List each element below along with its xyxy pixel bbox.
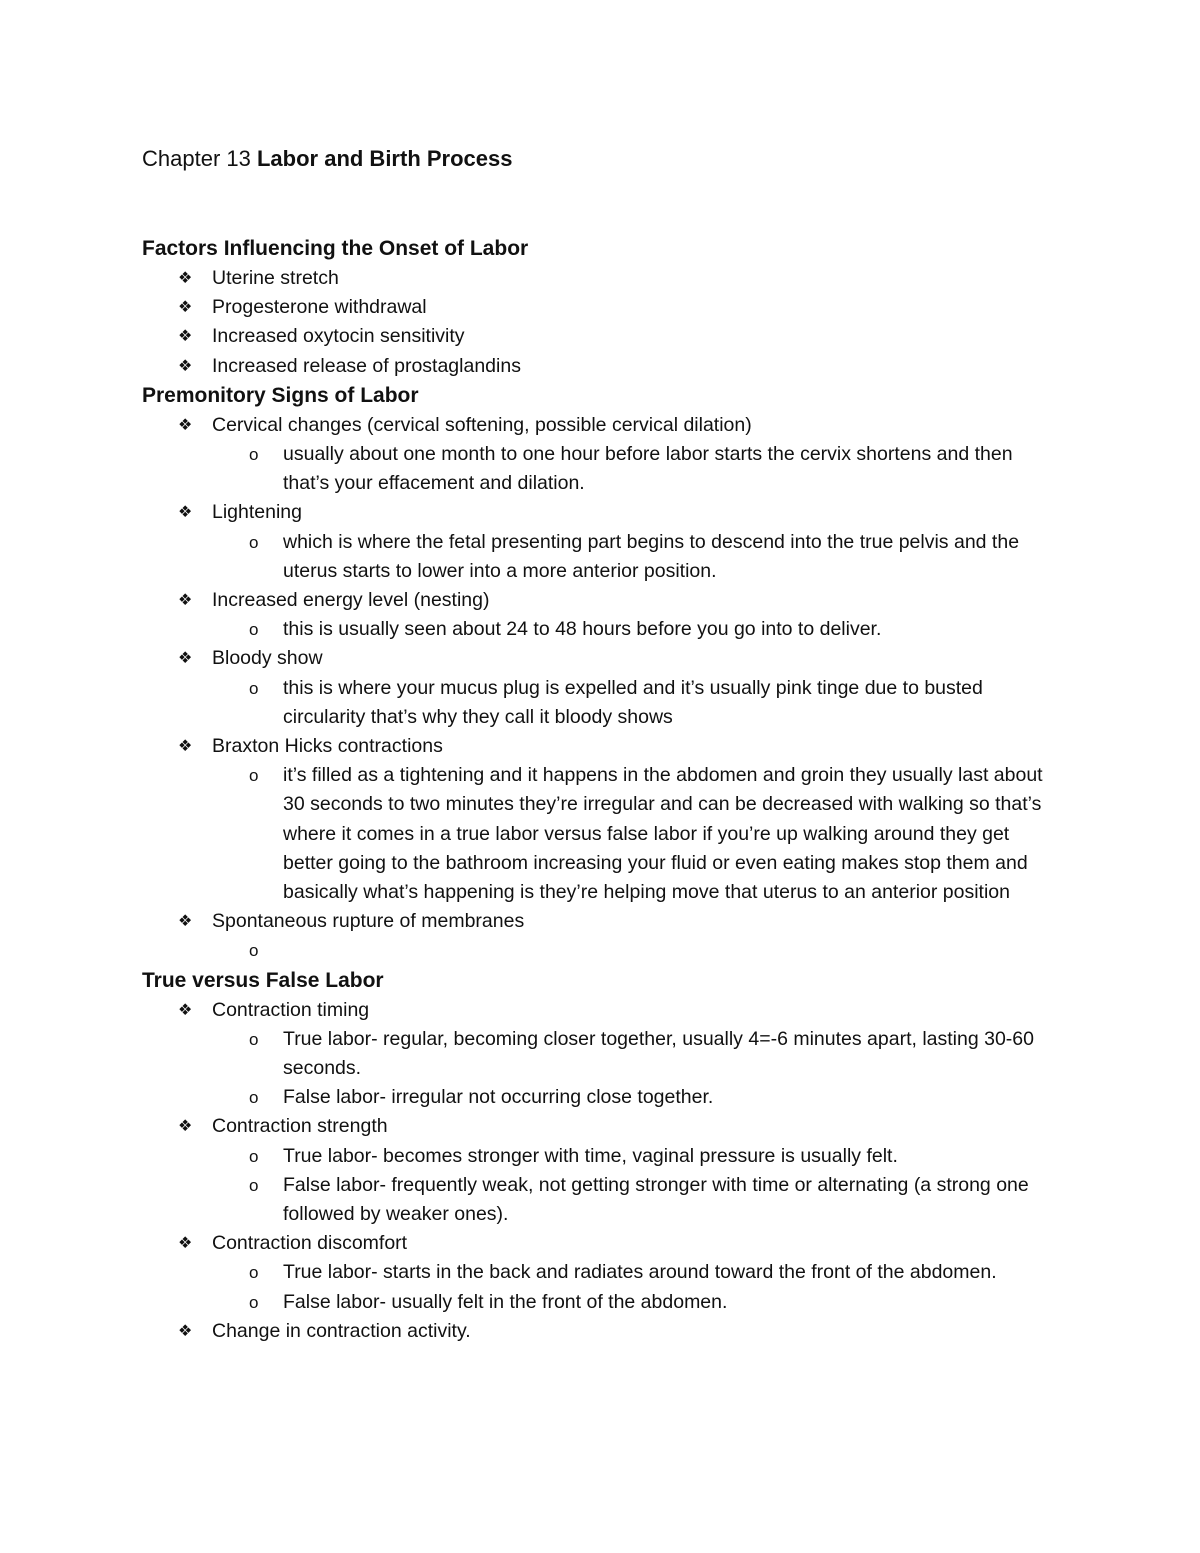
bullet-item: [142, 411, 1072, 440]
sub-bullet-text: True labor- regular, becoming closer together, usually 4=-6 minutes apart, lasting 30-60 seconds.: [283, 1027, 1034, 1080]
section-heading: Premonitory Signs of Labor: [142, 383, 419, 407]
sub-bullet-text: False labor- usually felt in the front of the abdomen.: [283, 1290, 728, 1313]
sub-bullet-text: it’s filled as a tightening and it happens in the abdomen and groin they usually last about 30 seconds to two minutes they’re irregular and can be decreased with walking so that’s where it comes in a true labor versus false labor if you’re up walking around they get better going to the bathroom increasing your fluid or even eating makes stop them and basically what’s happening is they’re helping move that uterus to an anterior position: [283, 764, 1043, 904]
diamond-bullet-icon: ❖: [178, 416, 193, 434]
sub-bullet-text: False labor- irregular not occurring close together.: [283, 1086, 714, 1109]
bullet-text: Bloody show: [212, 647, 323, 670]
section-heading: Factors Influencing the Onset of Labor: [142, 237, 529, 260]
sub-bullet-text: True labor- starts in the back and radiates around toward the front of the abdomen.: [283, 1261, 997, 1284]
bullet-text: Progesterone withdrawal: [212, 296, 427, 319]
circle-bullet-icon: o: [249, 532, 259, 552]
sub-bullet-item: [142, 761, 1063, 907]
diamond-bullet-icon: ❖: [178, 328, 193, 346]
bullet-text: Spontaneous rupture of membranes: [212, 910, 525, 933]
circle-bullet-icon: o: [249, 1292, 259, 1312]
bullet-text: Increased oxytocin sensitivity: [212, 325, 465, 348]
circle-bullet-icon: o: [249, 941, 259, 961]
bullet-item: [142, 352, 1072, 381]
diamond-bullet-icon: ❖: [178, 1235, 193, 1253]
sub-bullet-text: this is where your mucus plug is expelled and it’s usually pink tinge due to busted circularity that’s why they call it bloody shows: [283, 676, 983, 728]
diamond-bullet-icon: ❖: [178, 357, 193, 375]
sub-bullet-item: [142, 936, 1063, 965]
sub-bullet-item: [142, 615, 1063, 644]
bullet-item: [142, 644, 1072, 673]
bullet-item: [142, 996, 1072, 1025]
circle-bullet-icon: o: [249, 445, 259, 465]
bullet-item: [142, 1229, 1072, 1258]
bullet-text: Contraction timing: [212, 998, 370, 1021]
circle-bullet-icon: o: [249, 620, 259, 640]
sub-bullet-item: [142, 1171, 1063, 1229]
sub-bullet-item: [142, 674, 1063, 732]
circle-bullet-icon: o: [249, 1175, 259, 1195]
bullet-item: [142, 264, 1072, 293]
circle-bullet-icon: o: [249, 1146, 259, 1166]
chapter-label: Chapter 13: [142, 146, 251, 171]
sub-bullet-text: usually about one month to one hour before labor starts the cervix shortens and then that’s your effacement and dilation.: [283, 443, 1013, 495]
circle-bullet-icon: o: [249, 1088, 259, 1108]
diamond-bullet-icon: ❖: [178, 1322, 193, 1340]
circle-bullet-icon: o: [249, 1263, 259, 1283]
bullet-item: [142, 322, 1072, 351]
diamond-bullet-icon: ❖: [178, 738, 193, 756]
sub-bullet-item: [142, 1025, 1063, 1083]
chapter-title: Labor and Birth Process: [256, 146, 513, 171]
diamond-bullet-icon: ❖: [178, 592, 193, 610]
sub-bullet-text: True labor- becomes stronger with time, vaginal pressure is usually felt.: [283, 1144, 898, 1167]
document-body: [142, 234, 1072, 1346]
bullet-text: Change in contraction activity.: [212, 1319, 471, 1342]
bullet-text: Cervical changes (cervical softening, possible cervical dilation): [212, 413, 752, 436]
bullet-text: Uterine stretch: [212, 267, 339, 289]
sub-bullet-item: [142, 1083, 1063, 1112]
diamond-bullet-icon: ❖: [178, 913, 193, 931]
diamond-bullet-icon: ❖: [178, 299, 193, 317]
sub-bullet-text: False labor- frequently weak, not getting stronger with time or alternating (a strong one followed by weaker ones).: [283, 1173, 1029, 1226]
bullet-item: [142, 293, 1072, 322]
diamond-bullet-icon: ❖: [178, 1001, 193, 1019]
sub-bullet-item: [142, 1288, 1063, 1317]
circle-bullet-icon: o: [249, 766, 259, 786]
bullet-item: [142, 1112, 1072, 1141]
circle-bullet-icon: o: [249, 1029, 259, 1049]
bullet-text: Increased energy level (nesting): [212, 589, 490, 612]
bullet-item: [142, 498, 1072, 527]
bullet-text: Braxton Hicks contractions: [212, 735, 443, 758]
diamond-bullet-icon: ❖: [178, 504, 193, 522]
diamond-bullet-icon: ❖: [178, 1118, 193, 1136]
sub-bullet-item: [142, 528, 1063, 586]
bullet-text: Contraction strength: [212, 1115, 388, 1138]
bullet-text: Increased release of prostaglandins: [212, 354, 521, 377]
bullet-item: [142, 1317, 1072, 1346]
sub-bullet-text: [283, 936, 1063, 965]
diamond-bullet-icon: ❖: [178, 270, 193, 287]
bullet-item: [142, 586, 1072, 615]
sub-bullet-item: [142, 1258, 1063, 1287]
circle-bullet-icon: o: [249, 678, 259, 698]
bullet-text: Lightening: [212, 501, 302, 524]
section-heading: True versus False Labor: [142, 968, 384, 992]
sub-bullet-item: [142, 440, 1063, 498]
diamond-bullet-icon: ❖: [178, 650, 193, 668]
page-title: [142, 144, 513, 174]
sub-bullet-item: [142, 1142, 1063, 1171]
bullet-item: [142, 732, 1072, 761]
bullet-item: [142, 907, 1072, 936]
sub-bullet-text: which is where the fetal presenting part begins to descend into the true pelvis and the uterus starts to lower into a more anterior position.: [283, 530, 1020, 582]
sub-bullet-text: this is usually seen about 24 to 48 hours before you go into to deliver.: [283, 618, 882, 641]
bullet-text: Contraction discomfort: [212, 1232, 408, 1255]
